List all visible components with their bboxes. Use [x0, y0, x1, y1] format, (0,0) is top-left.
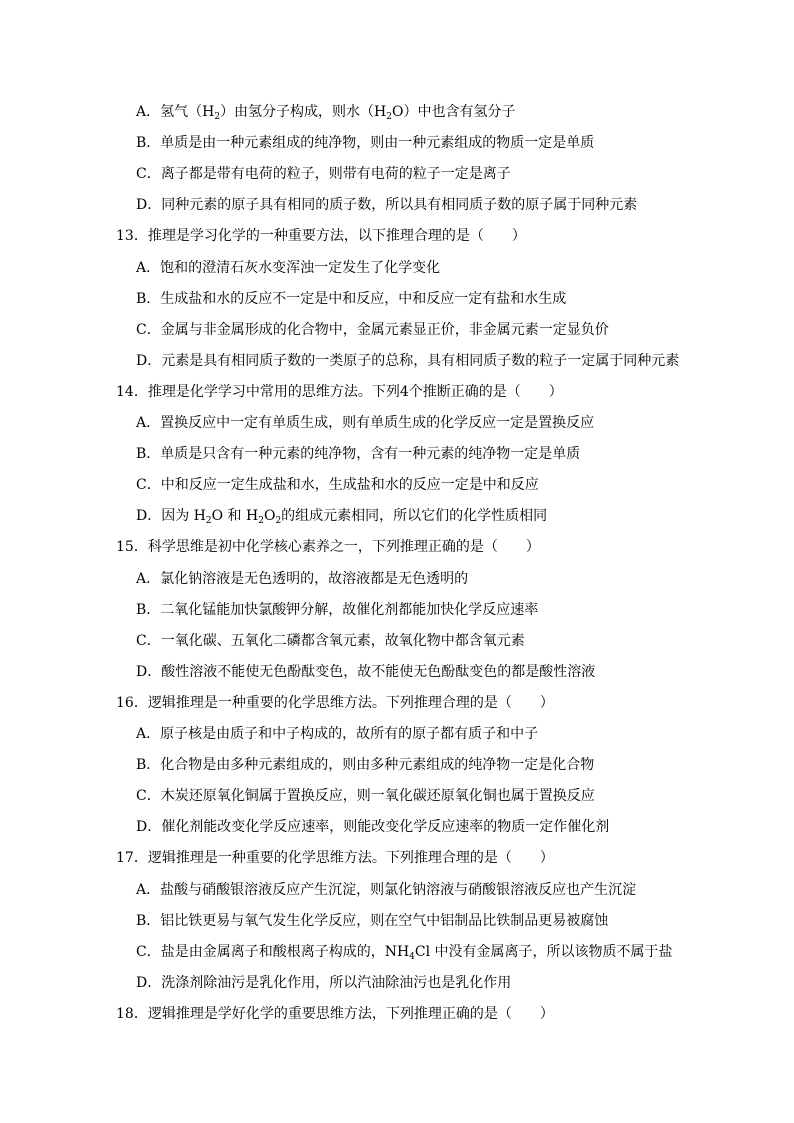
answer-option	[136, 322, 609, 338]
text-segment: A．盐酸与硝酸银溶液反应产生沉淀，则氯化钠溶液与硝酸银溶液反应也产生沉淀	[136, 881, 637, 898]
answer-option	[136, 913, 608, 929]
answer-option	[136, 819, 609, 835]
text-segment: B．单质是由一种元素组成的纯净物，则由一种元素组成的物质一定是单质	[136, 135, 595, 152]
text-segment: O	[263, 508, 276, 525]
subscript: 2	[258, 516, 264, 527]
text-segment: Cl 中没有金属离子，所以该物质不属于盐	[414, 943, 673, 960]
text-segment: O）中也含有氢分子	[392, 104, 516, 120]
answer-option	[136, 446, 580, 462]
subscript: 2	[275, 516, 282, 527]
answer-option	[136, 353, 679, 369]
text-segment: D．酸性溶液不能使无色酚酞变色，故不能使无色酚酞变色的都是酸性溶液	[136, 663, 596, 680]
answer-option	[136, 944, 673, 960]
answer-option	[136, 788, 595, 804]
question-stem	[116, 539, 540, 555]
text-segment: 13．推理是学习化学的一种重要方法，以下推理合理的是（ ）	[116, 228, 526, 245]
text-segment: B．铝比铁更易与氧气发生化学反应，则在空气中铝制品比铁制品更易被腐蚀	[136, 912, 609, 929]
text-segment: 18．逻辑推理是学好化学的重要思维方法，下列推理正确的是（ ）	[116, 1005, 554, 1022]
question-stem	[116, 228, 526, 244]
answer-option	[136, 664, 595, 680]
answer-option	[136, 602, 538, 618]
text-segment: D．因为 H	[136, 508, 206, 525]
text-segment: 14．推理是化学学习中常用的思维方法。下列4个推断正确的是（ ）	[116, 383, 563, 400]
text-segment: A．饱和的澄清石灰水变浑浊一定发生了化学变化	[136, 259, 441, 276]
question-stem	[116, 384, 563, 400]
text-segment: D．洗涤剂除油污是乳化作用，所以汽油除油污也是乳化作用	[136, 974, 512, 991]
answer-option	[136, 291, 566, 307]
text-segment: C．盐是由金属离子和酸根离子构成的，NH	[136, 943, 410, 960]
answer-option	[136, 166, 511, 182]
answer-option	[136, 975, 511, 991]
answer-option	[136, 135, 594, 151]
answer-option	[136, 571, 468, 587]
answer-option	[136, 477, 539, 493]
subscript: 2	[214, 112, 221, 122]
text-segment: C．一氧化碳、五氧化二磷都含氧元素，故氧化物中都含氧元素	[136, 632, 525, 649]
subscript: 2	[386, 112, 393, 122]
question-stem	[116, 850, 554, 866]
question-stem	[116, 695, 554, 711]
text-segment: C．木炭还原氧化铜属于置换反应，则一氧化碳还原氧化铜也属于置换反应	[136, 788, 595, 805]
text-segment: D．催化剂能改变化学反应速率，则能改变化学反应速率的物质一定作催化剂	[136, 819, 610, 836]
text-segment: 16．逻辑推理是一种重要的化学思维方法。下列推理合理的是（ ）	[116, 694, 554, 711]
text-segment: C．离子都是带有电荷的粒子，则带有电荷的粒子一定是离子	[136, 166, 511, 183]
question-stem	[116, 1006, 554, 1022]
text-segment: ）由氢分子构成，则水（H	[220, 104, 387, 120]
answer-option	[136, 882, 636, 898]
text-segment: A．氯化钠溶液是无色透明的，故溶液都是无色透明的	[136, 570, 469, 587]
answer-option	[136, 757, 594, 773]
text-segment: A．原子核是由质子和中子构成的，故所有的原子都有质子和中子	[136, 726, 539, 742]
text-segment: 17．逻辑推理是一种重要的化学思维方法。下列推理合理的是（ ）	[116, 850, 554, 867]
answer-option	[136, 508, 548, 527]
text-segment: B．二氧化锰能加快氯酸钾分解，故催化剂都能加快化学反应速率	[136, 601, 539, 618]
text-segment: B．生成盐和水的反应不一定是中和反应，中和反应一定有盐和水生成	[136, 290, 567, 307]
text-segment: O 和 H	[211, 508, 259, 525]
answer-option	[136, 104, 516, 120]
answer-option	[136, 415, 594, 431]
answer-option	[136, 260, 440, 276]
text-segment: A．氢气（H	[136, 104, 215, 120]
text-segment: B．化合物是由多种元素组成的，则由多种元素组成的纯净物一定是化合物	[136, 757, 595, 774]
text-segment: D．同种元素的原子具有相同的质子数，所以具有相同质子数的原子属于同种元素	[136, 197, 638, 214]
text-segment: B．单质是只含有一种元素的纯净物，含有一种元素的纯净物一定是单质	[136, 446, 581, 463]
text-segment: A．置换反应中一定有单质生成，则有单质生成的化学反应一定是置换反应	[136, 415, 595, 431]
answer-option	[136, 197, 637, 213]
text-segment: 的组成元素相同，所以它们的化学性质相同	[281, 508, 548, 525]
text-segment: C．中和反应一定生成盐和水，生成盐和水的反应一定是中和反应	[136, 477, 539, 494]
text-segment: D．元素是具有相同质子数的一类原子的总称，具有相同质子数的粒子一定属于同种元素	[136, 352, 680, 369]
subscript: 4	[409, 951, 415, 962]
text-segment: C．金属与非金属形成的化合物中，金属元素显正价，非金属元素一定显负价	[136, 321, 609, 338]
answer-option	[136, 633, 525, 649]
subscript: 2	[205, 516, 212, 527]
answer-option	[136, 726, 538, 742]
text-segment: 15．科学思维是初中化学核心素养之一，下列推理正确的是（ ）	[116, 539, 540, 556]
